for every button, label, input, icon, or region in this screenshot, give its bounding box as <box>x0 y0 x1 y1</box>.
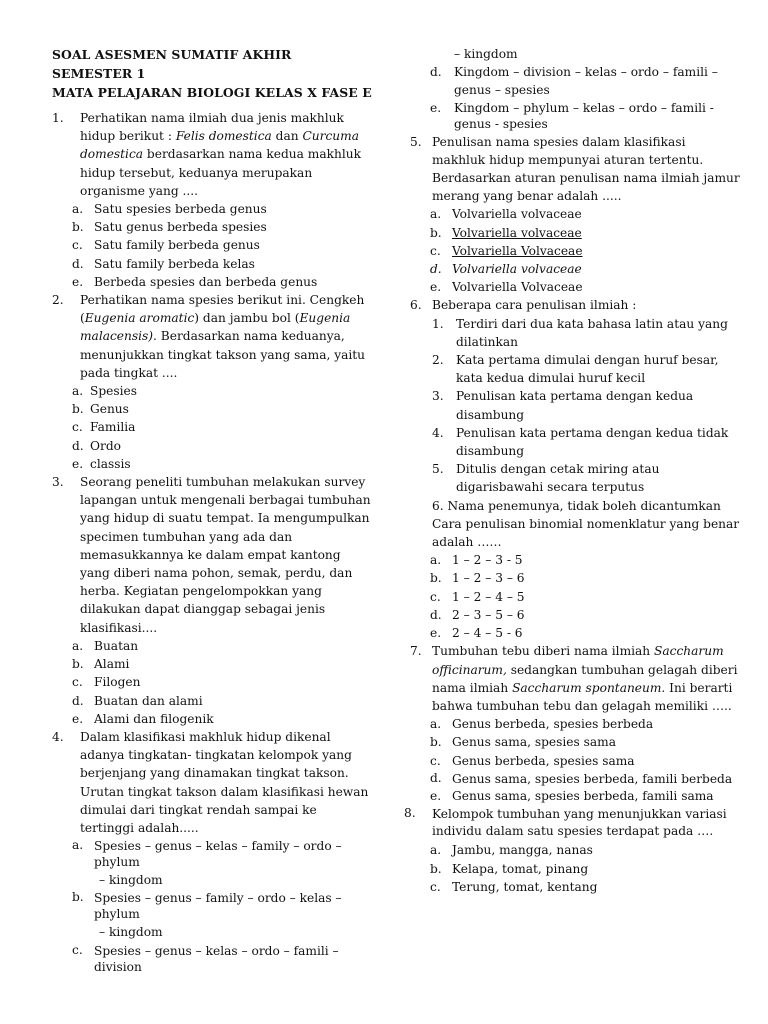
option-c[interactable]: c. Familia <box>72 420 136 435</box>
option-b[interactable]: b. Genus sama, spesies sama <box>430 735 616 750</box>
question-6-options <box>410 551 740 642</box>
option-e[interactable]: e. classis <box>72 456 131 471</box>
option-c[interactable]: c. Filogen <box>72 675 141 690</box>
option-a[interactable]: a. Buatan <box>72 638 139 653</box>
option-b[interactable]: b. Volvariella volvaceae <box>430 225 582 240</box>
question-3-options <box>52 637 372 728</box>
option-e[interactable]: e. Volvariella Volvaceae <box>430 280 583 295</box>
question-number: 8. <box>404 806 416 821</box>
question-1-options <box>52 200 372 291</box>
question-number: 4. <box>52 729 64 744</box>
option-c[interactable]: c. Genus berbeda, spesies sama <box>430 753 635 768</box>
option-c[interactable]: c. 1 – 2 – 4 – 5 <box>430 589 525 604</box>
option-d[interactable]: d. Volvariella volvaceae <box>430 262 582 277</box>
question-text: Seorang peneliti tumbuhan melakukan survey lapangan untuk mengenali berbagai tumbuhan yang hidup di suatu tempat. Ia mengumpulkan specimen tumbuhan yang ada dan memasukkannya ke dalam empat kantong yang diberi nama pohon, semak, perdu, dan herba. Kegiatan pengelompokkan yang dilakukan dapat dianggap sebagai jenis klasifikasi.... <box>80 475 371 635</box>
question-4-options-left <box>52 837 372 975</box>
statement-1: 1. Terdiri dari dua kata bahasa latin atau yang dilatinkan <box>432 316 728 349</box>
option-d[interactable]: d. Buatan dan alami <box>72 693 203 708</box>
question-2-options <box>52 382 372 473</box>
option-c[interactable]: c. Satu family berbeda genus <box>72 238 260 253</box>
question-text: Tumbuhan tebu diberi nama ilmiah Saccharum officinarum, sedangkan tumbuhan gelagah diberi nama ilmiah Saccharum spontaneum. Ini berarti bahwa tumbuhan tebu dan gelagah memiliki ….. <box>432 644 738 713</box>
question-7 <box>410 642 740 715</box>
option-b[interactable]: b. Genus <box>72 402 129 417</box>
option-a[interactable]: a. Satu spesies berbeda genus <box>72 202 267 217</box>
question-5-options <box>410 205 740 296</box>
option-d[interactable]: d. Ordo <box>72 438 121 453</box>
question-number: 3. <box>52 475 64 490</box>
question-text: Kelompok tumbuhan yang menunjukkan variasi individu dalam satu spesies terdapat pada …. <box>432 807 727 838</box>
statement-2: 2. Kata pertama dimulai dengan huruf besar, kata kedua dimulai huruf kecil <box>432 353 719 386</box>
question-number: 7. <box>410 644 422 659</box>
option-e[interactable]: e. Alami dan filogenik <box>72 711 214 726</box>
option-b[interactable]: b. 1 – 2 – 3 – 6 <box>430 571 525 586</box>
question-text: Perhatikan nama spesies berikut ini. Cengkeh (Eugenia aromatic) dan jambu bol (Eugenia malacensis). Berdasarkan nama keduanya, menunjukkan tingkat takson yang sama, yaitu pada tingkat .... <box>80 293 366 380</box>
option-a[interactable]: a. Spesies – genus – kelas – family – ordo – phylum <box>72 838 342 870</box>
option-d[interactable]: d. Kingdom – division – kelas – ordo – famili – genus – spesies <box>430 65 718 98</box>
question-1 <box>52 109 372 200</box>
option-a[interactable]: a. Genus berbeda, spesies berbeda <box>430 717 654 732</box>
option-d[interactable]: d. 2 – 3 – 5 – 6 <box>430 607 525 622</box>
statement-3: 3. Penulisan kata pertama dengan kedua disambung <box>432 389 694 422</box>
option-b[interactable]: b. Satu genus berbeda spesies <box>72 220 267 235</box>
question-4 <box>52 728 372 837</box>
option-b[interactable]: b. Alami <box>72 657 130 672</box>
left-column <box>52 45 372 976</box>
option-e[interactable]: e. Kingdom – phylum – kelas – ordo – famili - genus - spesies <box>430 100 714 132</box>
question-3 <box>52 473 372 637</box>
option-d[interactable]: d. Genus sama, spesies berbeda, famili berbeda <box>430 770 733 786</box>
question-text: Beberapa cara penulisan ilmiah : <box>432 298 637 313</box>
option-c[interactable]: c. Terung, tomat, kentang <box>430 879 598 894</box>
right-column <box>404 45 740 896</box>
question-2 <box>52 291 372 382</box>
option-a[interactable]: a. Jambu, mangga, nanas <box>430 843 593 858</box>
question-8-options <box>410 839 740 896</box>
option-a[interactable]: a. Volvariella volvaceae <box>430 207 582 222</box>
option-b-continuation: – kingdom <box>99 925 163 940</box>
document-header <box>52 45 372 102</box>
option-a[interactable]: a. 1 – 2 – 3 - 5 <box>430 553 523 568</box>
option-c[interactable]: c. Volvariella Volvaceae <box>430 243 583 258</box>
statement-4: 4. Penulisan kata pertama dengan kedua tidak disambung <box>432 425 729 459</box>
question-text: Penulisan nama spesies dalam klasifikasi makhluk hidup mempunyai aturan tertentu. Berdasarkan aturan penulisan nama ilmiah jamur merang yang benar adalah ..... <box>432 134 740 204</box>
question-8 <box>404 805 740 839</box>
option-c-continuation: – kingdom <box>454 47 518 61</box>
option-b[interactable]: b. Kelapa, tomat, pinang <box>430 861 589 876</box>
option-a[interactable]: a. Spesies <box>72 384 137 399</box>
question-5 <box>410 133 740 206</box>
option-b[interactable]: b. Spesies – genus – family – ordo – kelas – phylum <box>72 890 342 922</box>
question-7-options <box>410 715 740 805</box>
statement-6-and-prompt: 6. Nama penemunya, tidak boleh dicantumkan Cara penulisan binomial nomenklatur yang benar adalah …… <box>432 498 740 550</box>
question-number: 5. <box>410 134 422 149</box>
option-c[interactable]: c. Spesies – genus – kelas – ordo – famili – division <box>72 942 339 974</box>
option-d[interactable]: d. Satu family berbeda kelas <box>72 256 255 271</box>
question-text: Dalam klasifikasi makhluk hidup dikenal adanya tingkatan- tingkatan kelompok yang berjenjang yang dinamakan tingkat takson. Urutan tingkat takson dalam klasifikasi hewan dimulai dari tingkat rendah sampai ke tertinggi adalah..... <box>80 729 369 835</box>
question-number: 2. <box>52 293 64 308</box>
question-number: 6. <box>410 298 422 313</box>
question-6 <box>410 296 740 314</box>
question-text: Perhatikan nama ilmiah dua jenis makhluk hidup berikut : Felis domestica dan Curcuma domestica berdasarkan nama kedua makhluk hidup tersebut, keduanya merupakan organisme yang .... <box>80 111 361 198</box>
option-a-continuation: – kingdom <box>99 873 163 888</box>
question-number: 1. <box>52 111 64 125</box>
header-line-1: SOAL ASESMEN SUMATIF AKHIR SEMESTER 1 <box>52 47 292 81</box>
option-e[interactable]: e. Berbeda spesies dan berbeda genus <box>72 274 318 289</box>
question-6-statements <box>410 315 740 552</box>
statement-5: 5. Ditulis dengan cetak miring atau digarisbawahi secara terputus <box>432 462 660 495</box>
option-e[interactable]: e. 2 – 4 – 5 - 6 <box>430 626 523 641</box>
header-line-2: MATA PELAJARAN BIOLOGI KELAS X FASE E <box>52 85 372 100</box>
option-e[interactable]: e. Genus sama, spesies berbeda, famili sama <box>430 789 714 804</box>
